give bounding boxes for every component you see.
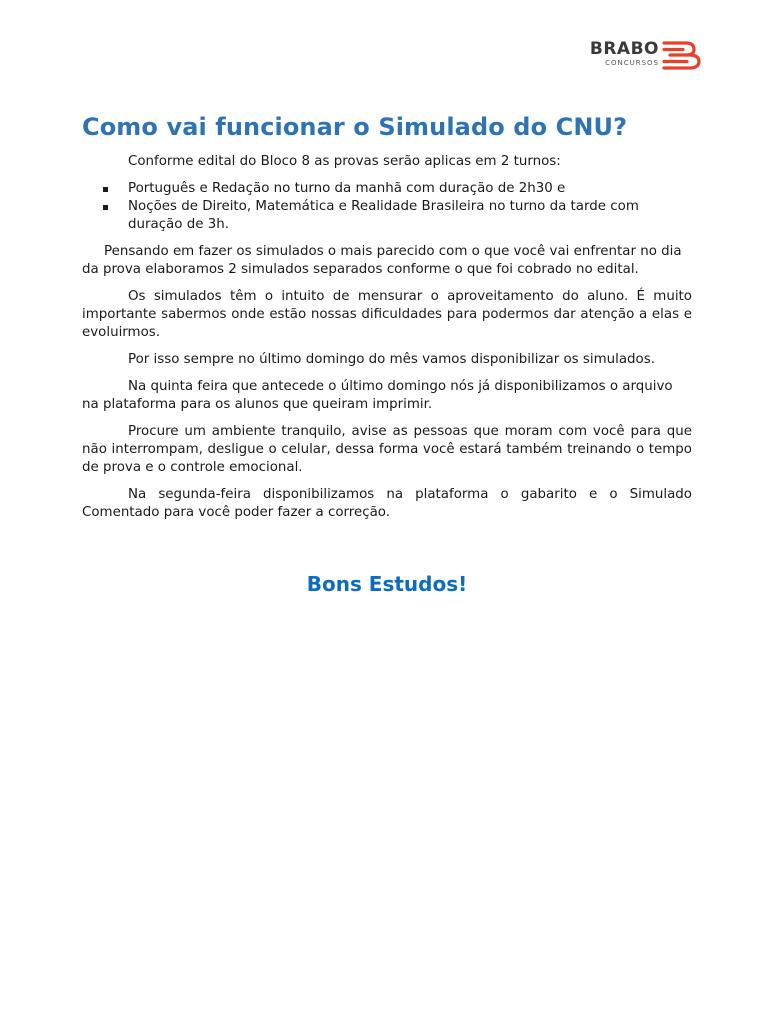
brabo-concursos-logo [577, 40, 705, 70]
document-content [82, 110, 692, 598]
logo-sub-text: CONCURSOS [605, 59, 659, 67]
document-title: Como vai funcionar o Simulado do CNU? [82, 113, 628, 141]
paragraph-environment-tips: Procure um ambiente tranquilo, avise as pessoas que moram com você para que não interrompam, desligue o celular, dessa forma você estará também treinando o tempo de prova e o controle emocional. [82, 424, 692, 475]
logo-wordmark [577, 40, 659, 68]
logo-brand-text: BRABO [589, 39, 659, 59]
logo-b-mark-icon [659, 40, 703, 70]
bullet-list [82, 180, 692, 234]
paragraph-release-day: Na quinta feira que antecede o último domingo nós já disponibilizamos o arquivo na plataforma para os alunos que queiram imprimir. [82, 379, 673, 412]
closing-message: Bons Estudos! [306, 572, 468, 596]
paragraph-simulados-purpose: Os simulados têm o intuito de mensurar o aproveitamento do aluno. É muito importante sabermos onde estão nossas dificuldades para podermos dar atenção a elas e evoluirmos. [82, 289, 692, 340]
paragraph-simulados-planning: Pensando em fazer os simulados o mais parecido com o que você vai enfrentar no dia da prova elaboramos 2 simulados separados conforme o que foi cobrado no edital. [82, 244, 682, 277]
square-bullet-icon [103, 187, 108, 192]
list-item-text: Português e Redação no turno da manhã com duração de 2h30 e [128, 181, 566, 196]
intro-paragraph: Conforme edital do Bloco 8 as provas serão aplicas em 2 turnos: [128, 154, 561, 169]
list-item-text: Noções de Direito, Matemática e Realidade Brasileira no turno da tarde com duração de 3h. [128, 199, 639, 232]
paragraph-correction: Na segunda-feira disponibilizamos na plataforma o gabarito e o Simulado Comentado para você poder fazer a correção. [82, 487, 692, 520]
list-item [82, 180, 692, 198]
list-item [82, 198, 692, 234]
square-bullet-icon [103, 205, 108, 210]
paragraph-schedule: Por isso sempre no último domingo do mês vamos disponibilizar os simulados. [128, 352, 655, 367]
